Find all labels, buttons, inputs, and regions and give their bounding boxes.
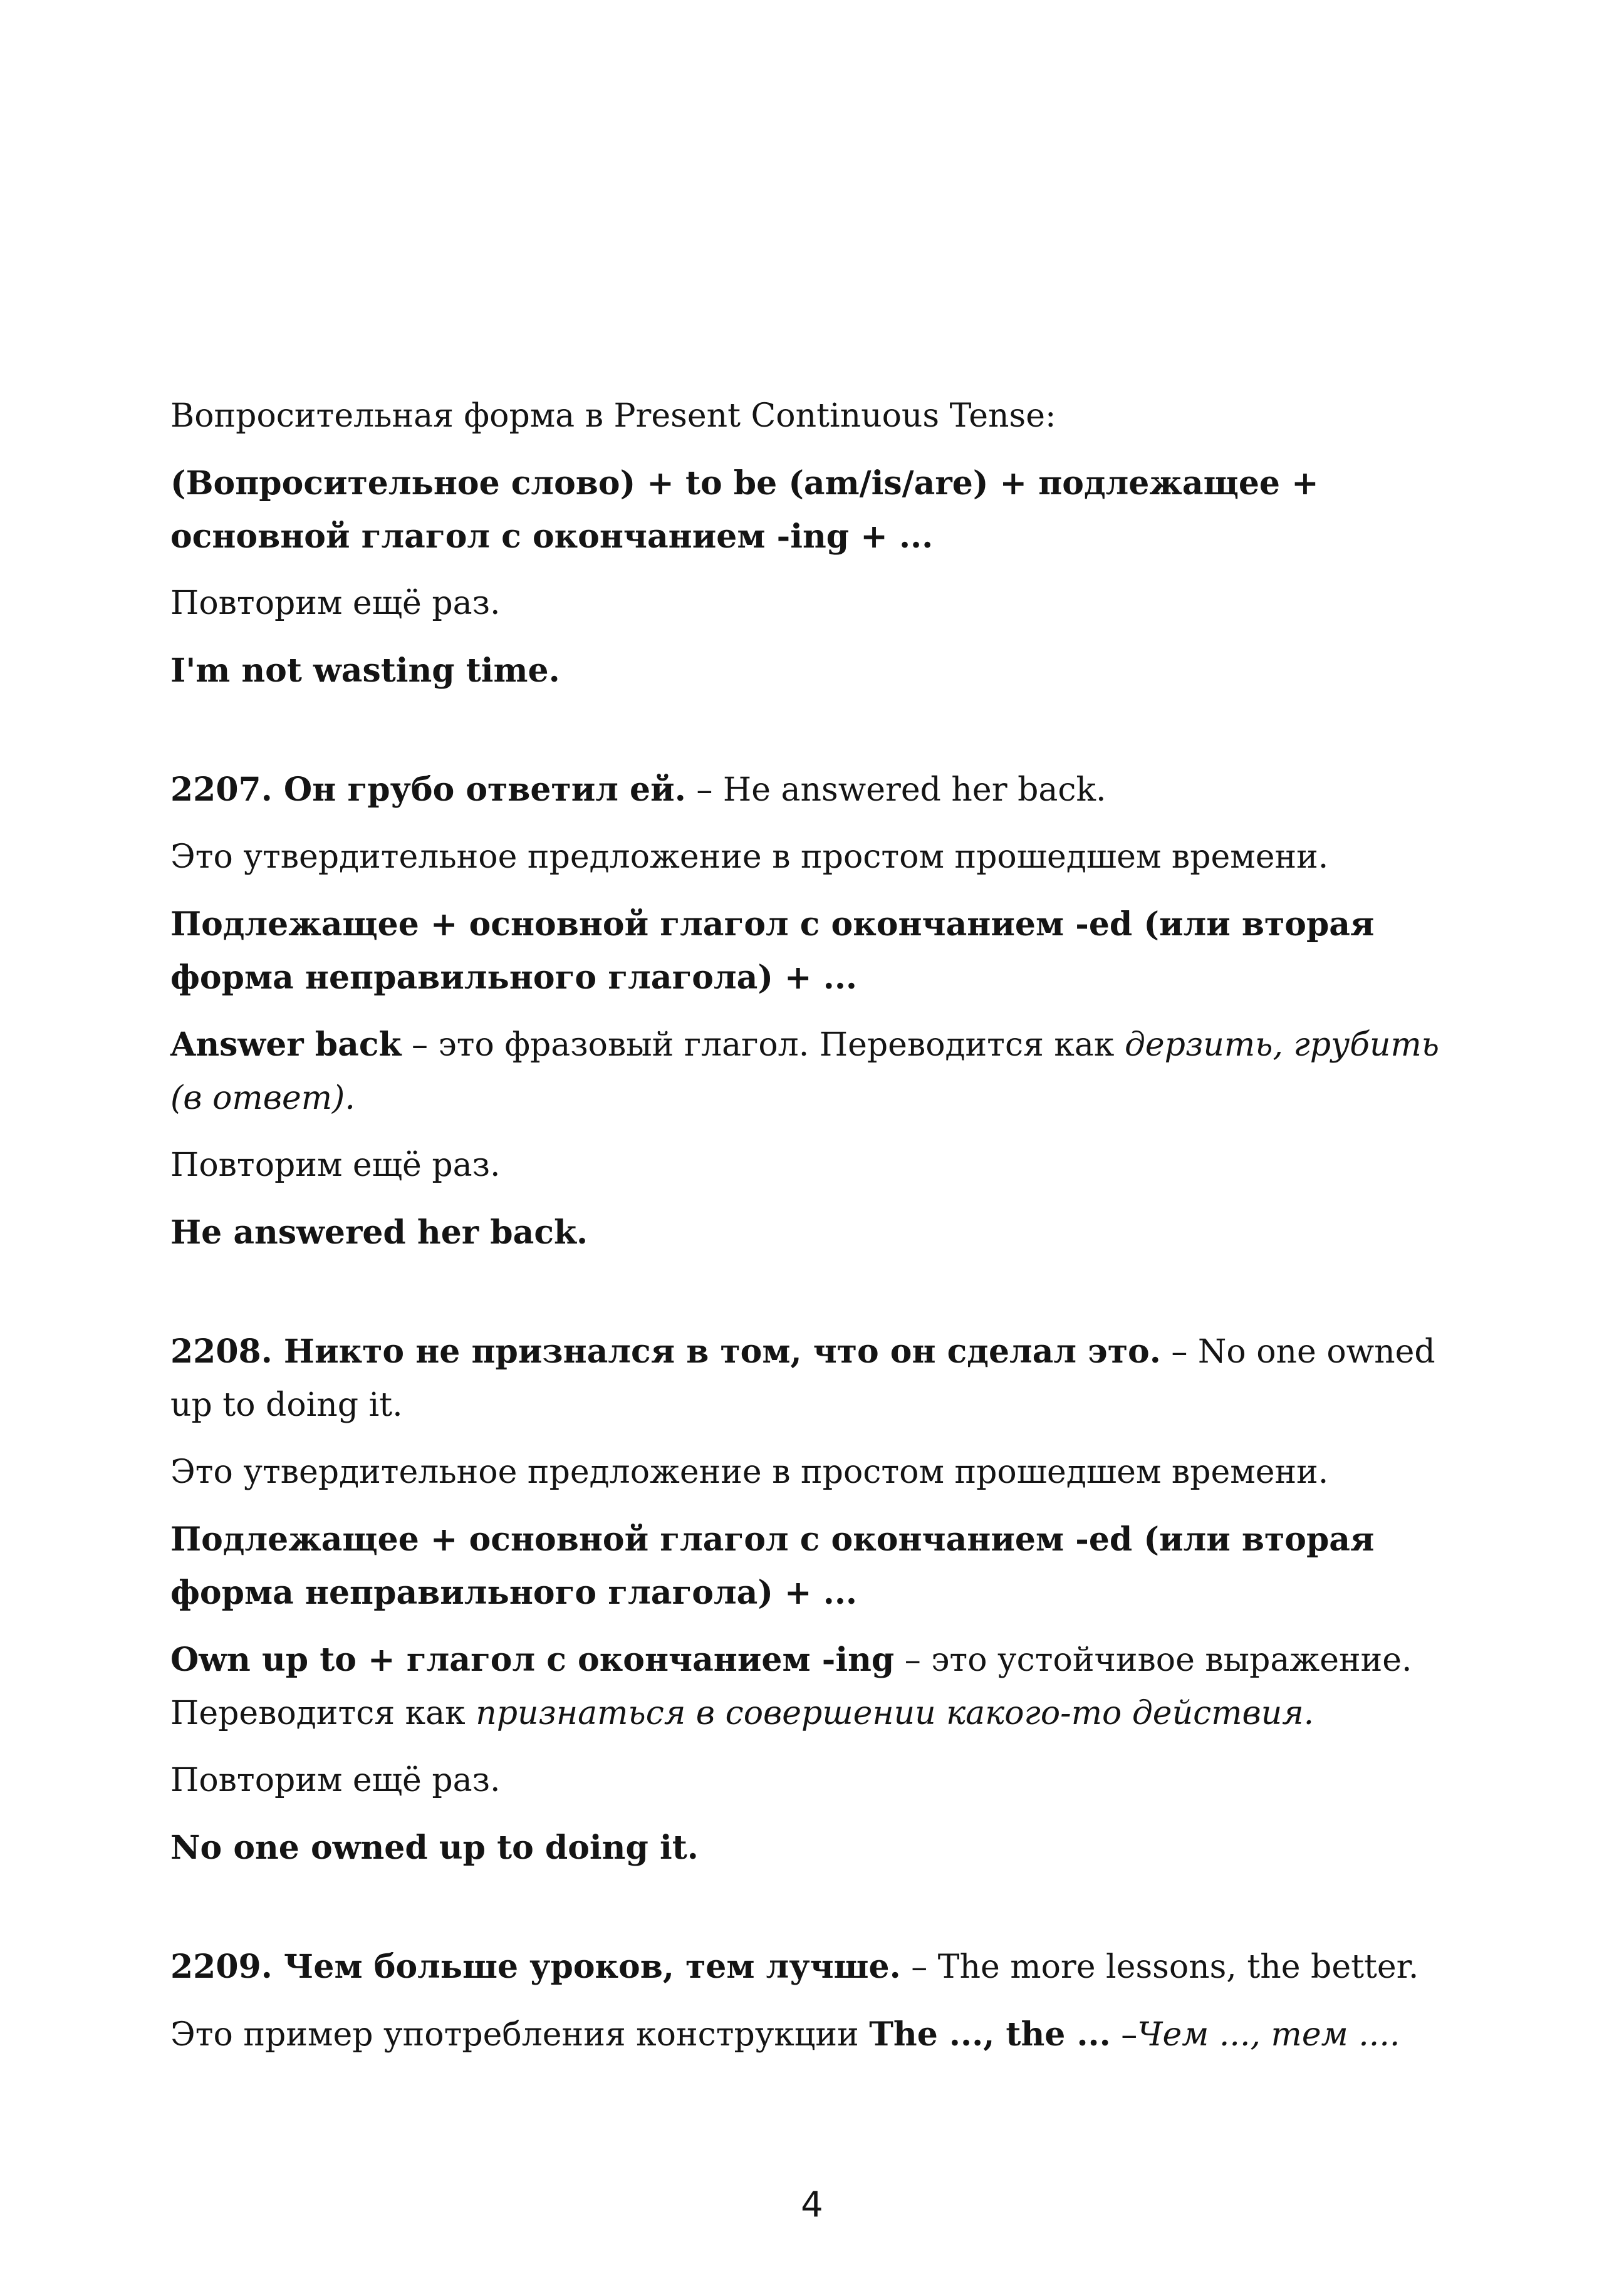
intro-line: Вопросительная форма в Present Continuous Tense: (170, 397, 1056, 435)
entry-formula: Подлежащее + основной глагол с окончанием -ed (или вторая форма неправильного глагола) + ... (170, 1520, 1375, 1612)
entry-construction-translation: Чем ..., тем .... (1137, 2016, 1400, 2054)
entry-heading (170, 1940, 1461, 1994)
entry-2209 (170, 1940, 1461, 2062)
entry-2208 (170, 1325, 1461, 1874)
entry-explanation: Это утвердительное предложение в простом прошедшем времени. (170, 1453, 1329, 1491)
entry-heading-english: – He answered her back. (685, 771, 1106, 809)
page-number: 4 (801, 2184, 823, 2225)
entry-note-translation: признаться в совершении какого-то действия. (476, 1695, 1314, 1732)
entry-explanation-text: Это пример употребления конструкции (170, 2016, 870, 2054)
entry-repeat: Повторим ещё раз. (170, 1762, 501, 1799)
entry-heading (170, 763, 1461, 817)
entry-heading-russian: 2207. Он грубо ответил ей. (170, 771, 686, 809)
page-content (170, 390, 1461, 2062)
entry-sentence: He answered her back. (170, 1213, 588, 1252)
entry-sentence: No one owned up to doing it. (170, 1829, 699, 1867)
entry-heading-russian: 2209. Чем больше уроков, тем лучше. (170, 1948, 901, 1986)
entry-heading-russian: 2208. Никто не признался в том, что он сделал это. (170, 1332, 1161, 1371)
entry-explanation (170, 2008, 1461, 2062)
intro-sentence: I'm not wasting time. (170, 652, 560, 690)
entry-note-text: – это фразовый глагол. Переводится как (401, 1026, 1125, 1064)
entry-heading-english: – The more lessons, the better. (900, 1948, 1419, 1986)
entry-note-text: – это устойчивое выражение. Переводится как (170, 1641, 1412, 1732)
entry-repeat: Повторим ещё раз. (170, 1146, 501, 1184)
entry-note-translation: дерзить, грубить (в ответ). (170, 1026, 1440, 1117)
entry-note-term: Own up to + глагол с окончанием -ing (170, 1641, 895, 1679)
entry-note (170, 1633, 1461, 1740)
intro-formula: (Вопросительное слово) + to be (am/is/are) + подлежащее + основной глагол с окончанием -ing + ... (170, 464, 1319, 556)
entry-heading (170, 1325, 1461, 1432)
entry-formula: Подлежащее + основной глагол с окончанием -ed (или вторая форма неправильного глагола) + ... (170, 905, 1375, 997)
entry-construction: The ..., the ... (869, 2015, 1111, 2054)
entry-dash: – (1110, 2016, 1138, 2054)
entry-note (170, 1018, 1461, 1125)
entry-2207 (170, 763, 1461, 1259)
entry-heading-english: – No one owned up to doing it. (170, 1333, 1435, 1424)
entry-note-term: Answer back (170, 1026, 402, 1064)
intro-repeat: Повторим ещё раз. (170, 584, 501, 622)
entry-explanation: Это утвердительное предложение в простом прошедшем времени. (170, 838, 1329, 876)
